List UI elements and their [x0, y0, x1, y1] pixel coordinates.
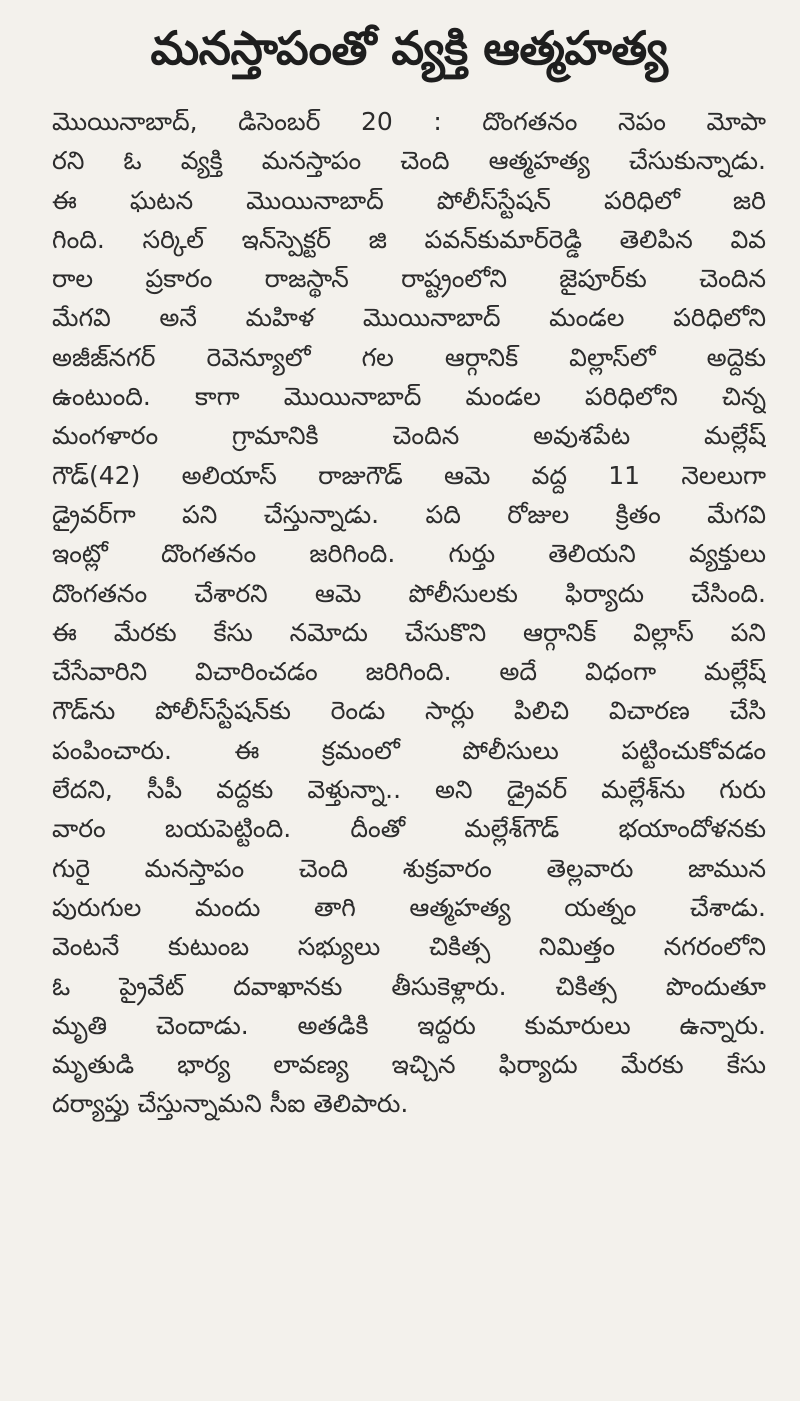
article-line: దర్యాప్తు చేస్తున్నామని సీఐ తెలిపారు.: [52, 1089, 409, 1119]
article-line: మృతుడి భార్య లావణ్య ఇచ్చిన ఫిర్యాదు మేరకు కేసు: [52, 1050, 766, 1080]
article-line: ఈ ఘటన మొయినాబాద్ పోలీస్‌స్టేషన్ పరిధిలో జరి: [52, 185, 766, 215]
article-line: రాల ప్రకారం రాజస్థాన్ రాష్ట్రంలోని జైపూర్‌కు చెందిన: [52, 264, 766, 294]
article-line: డ్రైవర్‌గా పని చేస్తున్నాడు. పది రోజుల క్రితం మేగవి: [52, 499, 766, 529]
article-line: ఈ మేరకు కేసు నమోదు చేసుకొని ఆర్గానిక్ విల్లాస్ పని: [52, 617, 766, 647]
article-line: పంపించారు. ఈ క్రమంలో పోలీసులు పట్టించుకోవడం: [52, 735, 766, 765]
article-body: [52, 102, 766, 1124]
article-line: గింది. సర్కిల్ ఇన్‌స్పెక్టర్ జి పవన్‌కుమార్‌రెడ్డి తెలిపిన వివ: [52, 224, 766, 254]
article-line: ఇంట్లో దొంగతనం జరిగింది. గుర్తు తెలియని వ్యక్తులు: [52, 539, 766, 569]
article-line: మొయినాబాద్, డిసెంబర్ 20 : దొంగతనం నెపం మోపా: [52, 107, 766, 136]
article-line: ఓ ప్రైవేట్ దవాఖానకు తీసుకెళ్లారు. చికిత్స పొందుతూ: [52, 971, 766, 1001]
article-line: గురై మనస్తాపం చెంది శుక్రవారం తెల్లవారు జామున: [52, 853, 766, 883]
article-line: లేదని, సీపీ వద్దకు వెళ్తున్నా.. అని డ్రైవర్ మల్లేశ్‌ను గురు: [52, 775, 766, 805]
article-line: పురుగుల మందు తాగి ఆత్మహత్య యత్నం చేశాడు.: [52, 892, 766, 922]
article-line: అజీజ్‌నగర్ రెవెన్యూలో గల ఆర్గానిక్ విల్లాస్‌లో అద్దెకు: [52, 342, 766, 372]
headline: మనస్తాపంతో వ్యక్తి ఆత్మహత్య: [150, 21, 668, 75]
article-line: గౌడ్‌ను పోలీస్‌స్టేషన్‌కు రెండు సార్లు పిలిచి విచారణ చేసి: [52, 696, 766, 726]
article-line: గౌడ్(42) అలియాస్ రాజుగౌడ్ ఆమె వద్ద 11 నెలలుగా: [52, 460, 766, 490]
article-line: ఉంటుంది. కాగా మొయినాబాద్ మండల పరిధిలోని చిన్న: [52, 382, 766, 412]
article-line: రని ఓ వ్యక్తి మనస్తాపం చెంది ఆత్మహత్య చేసుకున్నాడు.: [52, 146, 766, 176]
article-line: మృతి చెందాడు. అతడికి ఇద్దరు కుమారులు ఉన్నారు.: [52, 1010, 766, 1040]
article-line: దొంగతనం చేశారని ఆమె పోలీసులకు ఫిర్యాదు చేసింది.: [52, 578, 766, 608]
article-line: మంగళారం గ్రామానికి చెందిన అవుశపేట మల్లేష్: [52, 421, 766, 451]
article-line: చేసేవారిని విచారించడం జరిగింది. అదే విధంగా మల్లేష్: [52, 657, 766, 687]
article-line: వారం బయపెట్టింది. దీంతో మల్లేశ్‌గౌడ్ భయాందోళనకు: [52, 814, 766, 844]
article-line: మేగవి అనే మహిళ మొయినాబాద్ మండల పరిధిలోని: [52, 303, 766, 333]
article-line: వెంటనే కుటుంబ సభ్యులు చికిత్స నిమిత్తం నగరంలోని: [52, 932, 766, 962]
